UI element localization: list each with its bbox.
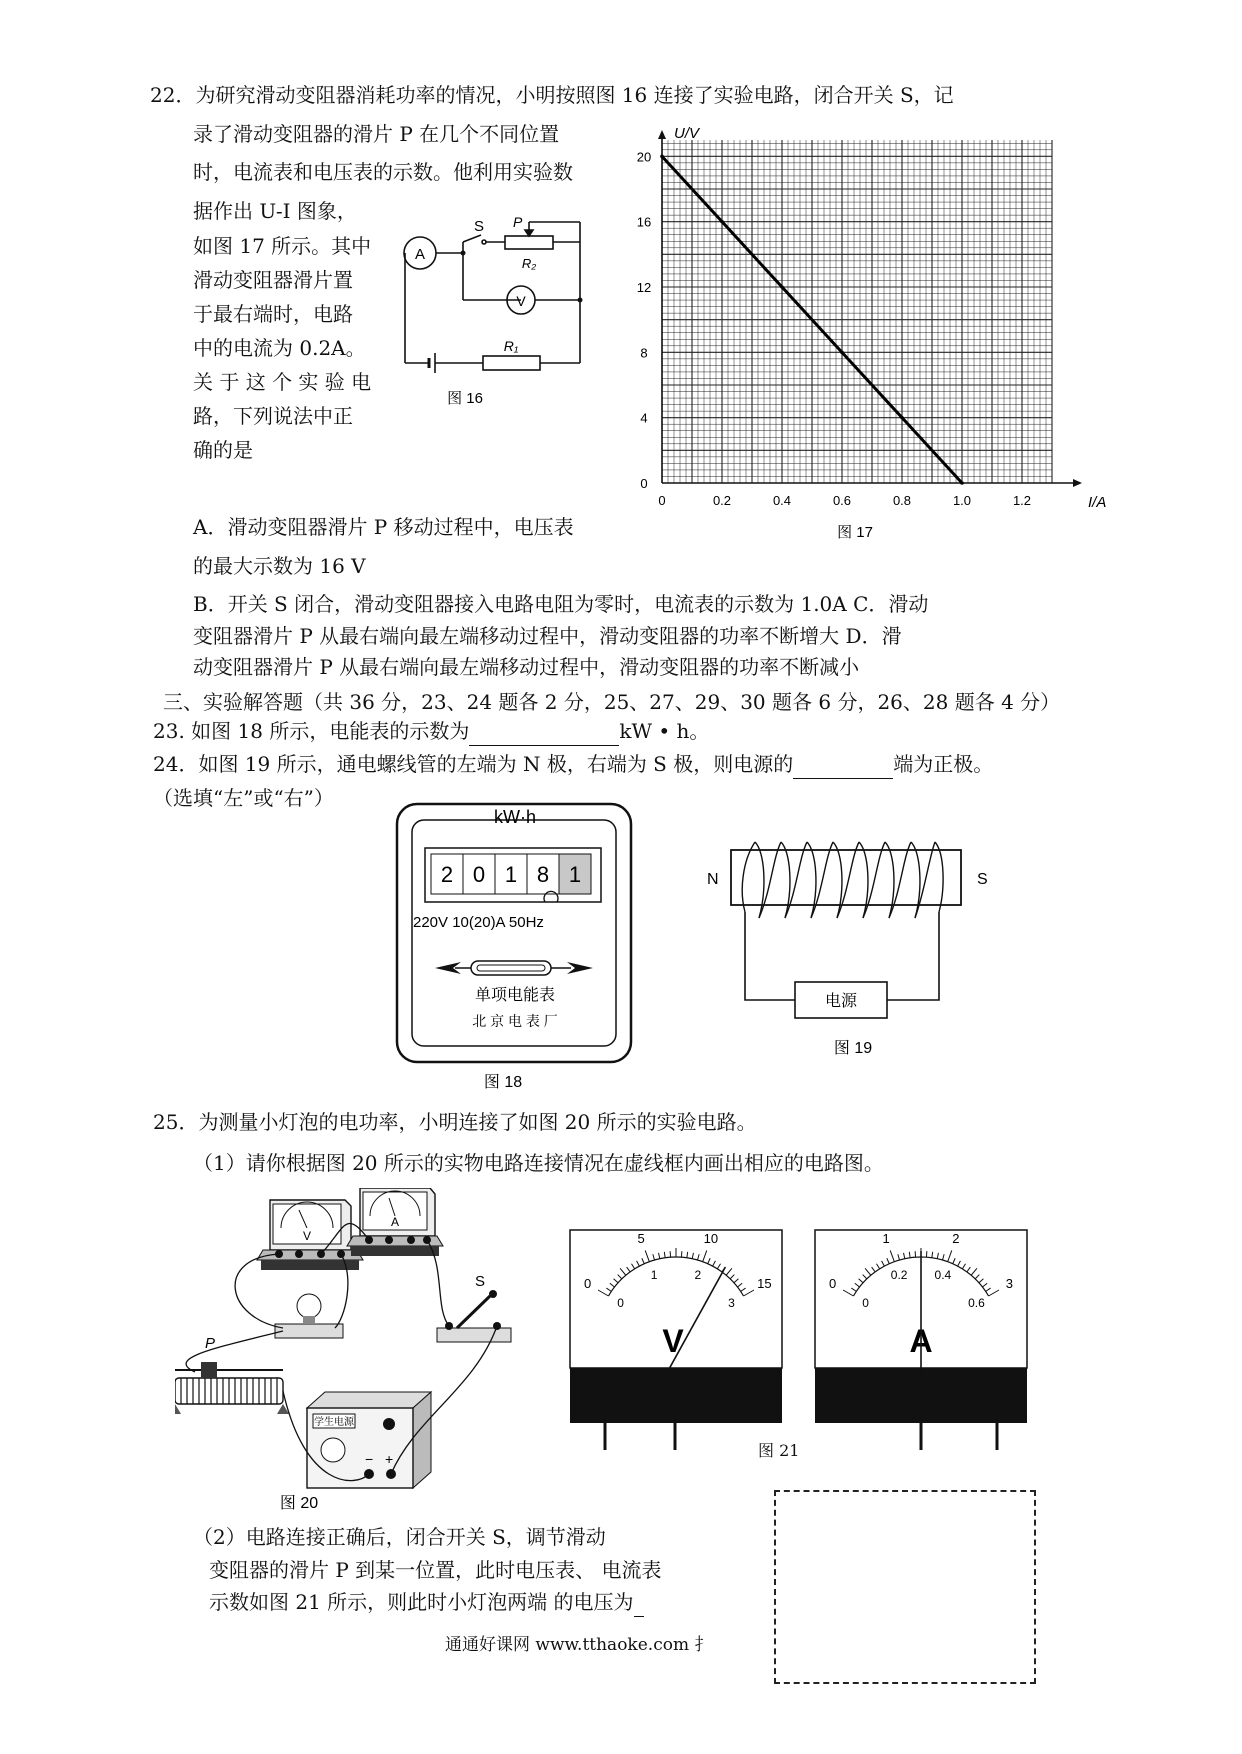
fig18-digit-1: 2 [440, 862, 454, 887]
fig18-rating: 220V 10(20)A 50Hz [413, 914, 544, 931]
q24-hint: （选填“左”或“右”） [153, 786, 334, 810]
x-tick-label: 1.2 [1012, 493, 1032, 508]
footer-watermark: 通通好课网 www.tthaoke.com 扌 [445, 1635, 712, 1655]
q22-text-10: 确的是 [193, 438, 253, 462]
fig20-bulb [275, 1294, 343, 1338]
q25-line1: 25．为测量小灯泡的电功率，小明连接了如图 20 所示的实验电路。 [153, 1110, 757, 1134]
fig20-voltmeter-letter: V [302, 1229, 312, 1243]
fig21-amp-top-label: 2 [952, 1231, 960, 1247]
fig20-ammeter [347, 1188, 443, 1256]
data-point [960, 481, 964, 485]
fig21-amp-bottom-label: 0.6 [968, 1296, 985, 1310]
y-axis-label: U/V [674, 125, 700, 142]
fig18-digit-4: 8 [536, 862, 550, 887]
data-point [720, 220, 724, 224]
fig21-volt-top-label: 5 [637, 1231, 645, 1247]
fig21-amp-top-label: 1 [882, 1231, 890, 1247]
x-tick-label: 0 [658, 493, 666, 508]
fig18-digit-3: 1 [504, 862, 518, 887]
fig20-ammeter-letter: A [390, 1215, 400, 1229]
fig19-source-label: 电源 [824, 993, 858, 1010]
fig20-supply-minus: − [365, 1451, 374, 1467]
x-axis-arrow [1073, 479, 1082, 487]
q22-option-a-2: 的最大示数为 16 V [193, 554, 366, 578]
fig21-volt-top-label: 15 [757, 1276, 772, 1291]
q22-text-1: 录了滑动变阻器的滑片 P 在几个不同位置 [193, 122, 560, 146]
q22-line1: 22．为研究滑动变阻器消耗功率的情况，小明按照图 16 连接了实验电路，闭合开关 S，记 [150, 83, 954, 107]
fig21-amp-top-label: 0 [829, 1276, 837, 1291]
fig21-volt-letter: V [662, 1323, 684, 1359]
q25-part1: （1）请你根据图 20 所示的实物电路连接情况在虚线框内画出相应的电路图。 [193, 1151, 884, 1175]
q22-text-7: 中的电流为 0.2A。 [193, 336, 366, 360]
fig21-caption: 图 21 [758, 1441, 800, 1460]
q22-option-b: B．开关 S 闭合，滑动变阻器接入电路电阻为零时，电流表的示数为 1.0A C．滑动 [193, 592, 929, 616]
y-tick-label: 12 [636, 280, 652, 295]
q22-text-8: 关 于 这 个 实 验 电 [193, 370, 372, 394]
y-tick-label: 20 [636, 149, 652, 165]
y-tick-label: 4 [640, 410, 648, 426]
fig18-caption: 图 18 [483, 1074, 523, 1091]
figure-17-chart [615, 125, 1115, 540]
data-point [660, 155, 664, 159]
fig18-rotor-icon [435, 961, 593, 975]
fig21-amp-top-label: 3 [1005, 1276, 1013, 1291]
q24-prefix: 24．如图 19 所示，通电螺线管的左端为 N 极，右端为 S 极，则电源的 [153, 752, 794, 776]
q22-option-c: 变阻器滑片 P 从最右端向最左端移动过程中，滑动变阻器的功率不断增大 D．滑 [193, 624, 902, 648]
fig20-switch-label: S [475, 1273, 486, 1290]
y-tick-label: 16 [636, 214, 652, 230]
q25-part2-3 [209, 1587, 644, 1617]
fig20-caption: 图 20 [279, 1495, 319, 1512]
fig21-volt-bottom-label: 0 [617, 1296, 624, 1310]
x-tick-label: 0.8 [892, 493, 912, 508]
fig18-maker: 北 京 电 表 厂 [472, 1013, 558, 1029]
q22-text-5: 滑动变阻器滑片置 [193, 268, 353, 292]
q22-option-d: 动变阻器滑片 P 从最右端向最左端移动过程中，滑动变阻器的功率不断减小 [193, 655, 860, 679]
q22-text-9: 路，下列说法中正 [193, 404, 353, 428]
figure-18-energy-meter [395, 800, 635, 1095]
fig21-volt-top-label: 0 [584, 1276, 592, 1291]
q24-answer-blank[interactable] [793, 756, 893, 779]
y-tick-label: 0 [640, 476, 648, 491]
fig20-power-supply [307, 1392, 431, 1488]
fig21-volt-bottom-label: 3 [728, 1296, 735, 1310]
figure-21-meters [565, 1225, 1035, 1465]
q24-suffix: 端为正极。 [893, 752, 994, 776]
fig19-coil [742, 842, 943, 918]
fig20-slider-label: P [205, 1335, 216, 1352]
fig19-n-label: N [707, 871, 719, 888]
data-point [780, 285, 784, 289]
fig21-voltmeter [570, 1230, 782, 1450]
q22-text-4: 如图 17 所示。其中 [193, 234, 372, 258]
fig18-digit-5: 1 [568, 862, 582, 887]
fig18-unit: kW·h [494, 807, 536, 827]
q22-text-2: 时，电流表和电压表的示数。他利用实验数 [193, 160, 573, 184]
q22-text-6: 于最右端时，电路 [193, 302, 353, 326]
y-tick-label: 8 [640, 345, 648, 361]
fig16-caption: 图 16 [447, 390, 483, 407]
q23-answer-blank[interactable] [469, 723, 619, 746]
data-point [900, 416, 904, 420]
x-tick-label: 1.0 [952, 493, 972, 508]
fig21-amp-bottom-label: 0.2 [890, 1267, 908, 1282]
q23-prefix: 23. 如图 18 所示，电能表的示数为 [153, 719, 470, 743]
q23-suffix: kW • h。 [619, 719, 710, 743]
fig17-caption: 图 17 [837, 524, 873, 540]
q22-text-3: 据作出 U-I 图象， [193, 199, 357, 223]
q23 [153, 716, 709, 746]
q25-part2-3-text: 示数如图 21 所示，则此时小灯泡两端 的电压为 [209, 1590, 634, 1614]
x-tick-label: 0.2 [712, 493, 732, 508]
fig16-voltmeter-label: V [516, 293, 526, 309]
x-tick-label: 0.6 [832, 493, 852, 508]
q22-option-a-1: A．滑动变阻器滑片 P 移动过程中，电压表 [193, 515, 574, 539]
fig20-supply-label: 学生电源 [314, 1417, 354, 1428]
section-3-heading: 三、实验解答题（共 36 分，23、24 题各 2 分，25、27、29、30 题各 6 分，26、28 题各 4 分） [163, 690, 1061, 714]
fig16-slider-label: P [513, 214, 523, 230]
fig21-amp-bottom-label: 0.4 [934, 1267, 952, 1282]
fig20-supply-plus: + [385, 1451, 394, 1467]
fig16-r1-label: R₁ [503, 338, 519, 354]
q25-part2-2: 变阻器的滑片 P 到某一位置，此时电压表、 电流表 [209, 1558, 662, 1582]
fig21-amp-letter: A [909, 1323, 933, 1359]
fig21-volt-bottom-label: 1 [650, 1267, 658, 1282]
fig18-name: 单项电能表 [474, 987, 556, 1004]
data-point [840, 351, 844, 355]
circuit-drawing-box[interactable] [774, 1490, 1036, 1684]
fig21-amp-bottom-label: 0 [862, 1296, 869, 1310]
fig20-voltmeter [257, 1200, 363, 1270]
figure-19-solenoid [695, 830, 1005, 1060]
fig20-switch [437, 1273, 511, 1342]
fig21-volt-bottom-label: 2 [694, 1267, 702, 1282]
x-tick-label: 0.4 [772, 493, 792, 508]
fig16-r2-label: R₂ [521, 256, 537, 271]
figure-20-physical-circuit [175, 1188, 520, 1513]
y-axis-arrow [658, 130, 666, 139]
figure-16-circuit [395, 205, 595, 415]
fig16-switch-label: S [473, 218, 485, 235]
fig18-digit-row [431, 854, 591, 894]
fig19-s-label: S [977, 871, 988, 888]
fig20-rheostat [175, 1335, 289, 1414]
fig19-caption: 图 19 [833, 1040, 873, 1057]
q25-answer-blank[interactable] [634, 1594, 644, 1617]
q25-part2-1: （2）电路连接正确后，闭合开关 S，调节滑动 [193, 1525, 606, 1549]
fig18-digit-2: 0 [472, 862, 486, 887]
fig16-ammeter-label: A [414, 246, 426, 263]
fig21-volt-top-label: 10 [703, 1231, 719, 1247]
x-axis-label: I/A [1088, 494, 1107, 511]
q24 [153, 749, 993, 779]
